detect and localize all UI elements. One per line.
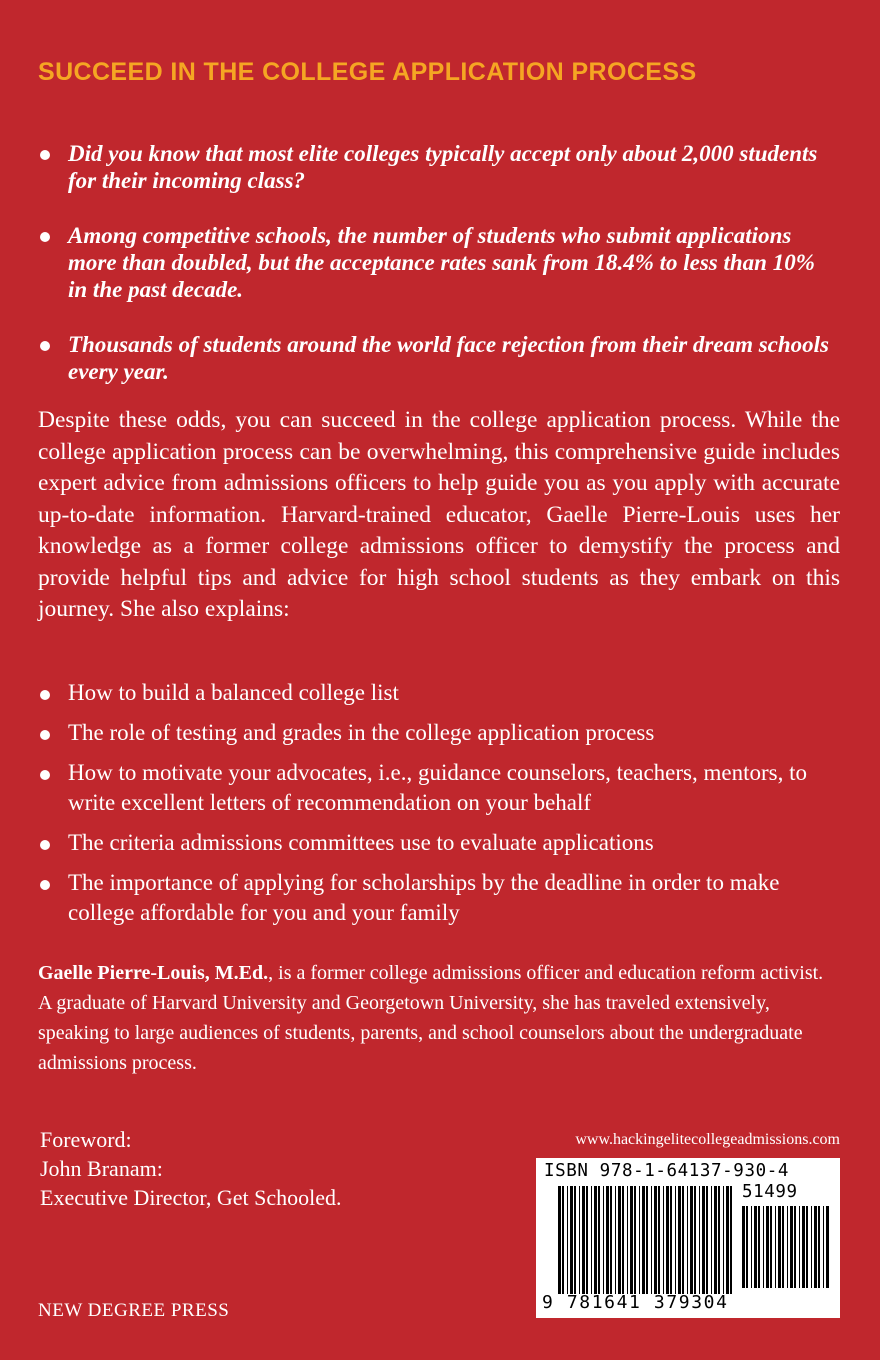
barcode-bar	[618, 1186, 621, 1294]
barcode-bar	[706, 1186, 708, 1294]
fact-text: Among competitive schools, the number of students who submit applications more than doubled, but the acceptance rates sank from 18.4% to less than 10% in the past decade.	[68, 223, 815, 302]
barcode-bar	[582, 1186, 585, 1294]
barcode-bar	[570, 1186, 573, 1294]
bullet-icon	[40, 770, 50, 780]
barcode-bar	[730, 1186, 732, 1294]
barcode-bar	[634, 1186, 636, 1294]
bullet-icon	[40, 690, 50, 700]
barcode-bar	[811, 1206, 812, 1288]
barcode-bar	[702, 1186, 705, 1294]
barcode-bar	[646, 1186, 648, 1294]
barcode-bar	[630, 1186, 633, 1294]
fact-text: Thousands of students around the world face rejection from their dream schools every year.	[68, 332, 829, 384]
barcode-bar	[778, 1206, 781, 1288]
explains-list	[38, 678, 838, 938]
barcode-bar	[606, 1186, 609, 1294]
barcode-bar	[766, 1206, 769, 1288]
barcode-bars	[558, 1186, 734, 1294]
barcode-bar	[802, 1206, 805, 1288]
bullet-icon	[40, 880, 50, 890]
barcode-bar	[826, 1206, 829, 1288]
barcode-bar	[714, 1186, 717, 1294]
fact-item	[38, 222, 838, 303]
barcode-bar	[699, 1186, 700, 1294]
foreword-block	[40, 1125, 460, 1212]
bullet-icon	[40, 730, 50, 740]
barcode-bar	[794, 1206, 796, 1288]
barcode-bar	[718, 1186, 720, 1294]
barcode-bar	[751, 1206, 752, 1288]
headline: SUCCEED IN THE COLLEGE APPLICATION PROCESS	[38, 58, 697, 86]
author-name: Gaelle Pierre-Louis, M.Ed.	[38, 962, 269, 984]
publisher-name: NEW DEGREE PRESS	[38, 1300, 230, 1321]
barcode-bar	[675, 1186, 676, 1294]
explains-item	[38, 678, 838, 708]
barcode-bar	[567, 1186, 568, 1294]
barcode-bar	[670, 1186, 672, 1294]
barcode-bar	[782, 1206, 784, 1288]
barcode-bar	[591, 1186, 592, 1294]
description-paragraph: Despite these odds, you can succeed in the college application process. While the college application process can be overwhelming, this comprehensive guide includes expert advice from admissions officers to help guide you as you apply with accurate up-to-date information. Harvard-trained educator, Gaelle Pierre-Louis uses her knowledge as a former college admissions officer to demystify the process and provide helpful tips and advice for high school students as they embark on this journey. She also explains:	[38, 407, 840, 622]
barcode-bar	[711, 1186, 712, 1294]
barcode-bar	[603, 1186, 604, 1294]
barcode-bar	[790, 1206, 793, 1288]
bullet-icon	[40, 150, 50, 160]
barcode-bar	[594, 1186, 597, 1294]
explains-text: The importance of applying for scholarships by the deadline in order to make college affordable for you and your family	[68, 870, 780, 925]
barcode-bar	[666, 1186, 669, 1294]
explains-item	[38, 868, 838, 928]
fact-item	[38, 140, 838, 194]
barcode-bar	[622, 1186, 624, 1294]
barcode-bar	[818, 1206, 820, 1288]
barcode-bar	[775, 1206, 776, 1288]
barcode-bar	[746, 1206, 748, 1288]
barcode-bar	[678, 1186, 681, 1294]
barcode-bar	[682, 1186, 684, 1294]
explains-text: The role of testing and grades in the college application process	[68, 720, 655, 745]
barcode-bar	[586, 1186, 588, 1294]
barcode-bar	[754, 1206, 757, 1288]
barcode-bar	[823, 1206, 824, 1288]
author-bio-text: , is a former college admissions officer and education reform activist. A graduate of Harvard University and Georgetown University, she has traveled extensively, speaking to large audiences of students, parents, and school counselors about the undergraduate admissions process.	[38, 962, 824, 1074]
bullet-icon	[40, 840, 50, 850]
barcode-bar	[663, 1186, 664, 1294]
addon-price-code: 51499	[742, 1182, 798, 1202]
explains-item	[38, 758, 838, 818]
barcode-bar	[694, 1186, 696, 1294]
barcode-bar	[690, 1186, 693, 1294]
bullet-icon	[40, 341, 50, 351]
barcode-bar	[742, 1206, 745, 1288]
facts-list	[38, 140, 838, 413]
isbn-text: ISBN 978-1-64137-930-4	[544, 1161, 789, 1181]
barcode-bar	[615, 1186, 616, 1294]
barcode-bar	[658, 1186, 660, 1294]
barcode-bar	[598, 1186, 600, 1294]
explains-item	[38, 828, 838, 858]
barcode-bar	[806, 1206, 808, 1288]
barcode-bar	[654, 1186, 657, 1294]
barcode-bar	[562, 1186, 564, 1294]
website-url: www.hackingelitecollegeadmissions.com	[575, 1131, 840, 1148]
barcode-bar	[787, 1206, 788, 1288]
fact-text: Did you know that most elite colleges typically accept only about 2,000 students for their incoming class?	[68, 141, 818, 193]
barcode-bar	[758, 1206, 760, 1288]
barcode-bar	[627, 1186, 628, 1294]
foreword-label: Foreword:	[40, 1127, 132, 1152]
fact-item	[38, 331, 838, 385]
explains-text: How to build a balanced college list	[68, 680, 399, 705]
barcode-bar	[763, 1206, 764, 1288]
barcode-bar	[770, 1206, 772, 1288]
barcode-bar	[639, 1186, 640, 1294]
explains-text: How to motivate your advocates, i.e., guidance counselors, teachers, mentors, to write excellent letters of recommendation on your behalf	[68, 760, 807, 815]
foreword-name: John Branam:	[40, 1156, 163, 1181]
explains-item	[38, 718, 838, 748]
barcode-bar	[723, 1186, 724, 1294]
barcode-bar	[726, 1186, 729, 1294]
author-bio	[38, 958, 838, 1078]
barcode-bar	[814, 1206, 817, 1288]
isbn-barcode	[536, 1158, 840, 1318]
barcode-bar	[610, 1186, 612, 1294]
barcode-bar	[579, 1186, 580, 1294]
barcode-bar	[558, 1186, 561, 1294]
barcode-bar	[687, 1186, 688, 1294]
barcode-bar	[651, 1186, 652, 1294]
barcode-bar	[574, 1186, 576, 1294]
addon-barcode-bars	[742, 1206, 832, 1288]
barcode-bar	[642, 1186, 645, 1294]
bullet-icon	[40, 232, 50, 242]
explains-text: The criteria admissions committees use to evaluate applications	[68, 830, 654, 855]
foreword-title: Executive Director, Get Schooled.	[40, 1185, 342, 1210]
barcode-bar	[799, 1206, 800, 1288]
ean-number: 9 781641 379304	[542, 1292, 729, 1313]
